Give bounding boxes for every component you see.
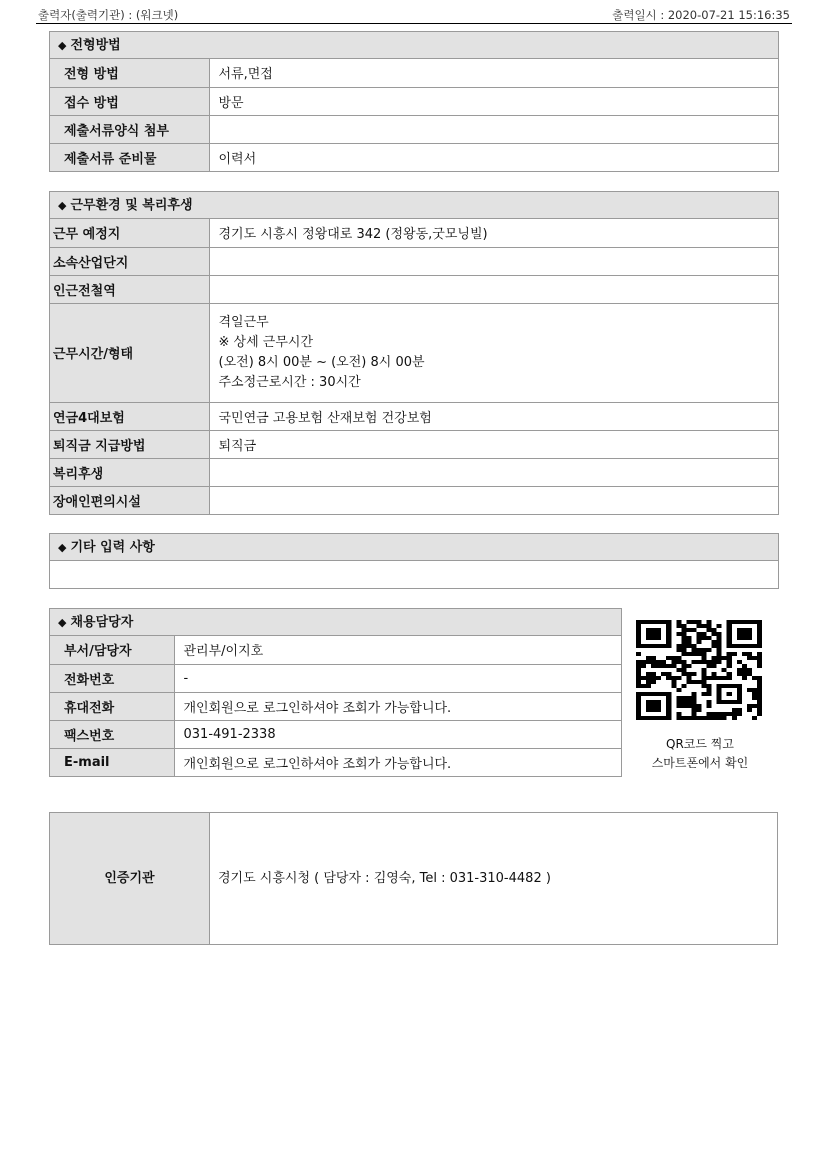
row-label: 접수 방법 (50, 87, 209, 115)
industrial-complex-label: 소속산업단지 (50, 247, 209, 275)
row-label: 전형 방법 (50, 59, 209, 87)
contact-value: - (174, 664, 621, 692)
row-label: 제출서류 준비물 (50, 143, 209, 171)
insurance-label: 연금4대보험 (50, 402, 209, 430)
qr-code-icon (636, 620, 762, 720)
qr-caption-line: QR코드 찍고 (666, 737, 734, 751)
section-header (50, 32, 778, 59)
workplace-value: 경기도 시흥시 정왕대로 342 (정왕동,굿모닝빌) (209, 219, 778, 247)
work-hours-label: 근무시간/형태 (50, 303, 209, 402)
diamond-icon: ◆ (58, 541, 67, 554)
section-header (50, 534, 778, 561)
row-value: 방문 (209, 87, 778, 115)
certification-label: 인증기관 (50, 813, 210, 944)
section-title: 전형방법 (70, 38, 121, 53)
contact-label: E-mail (50, 748, 174, 776)
etc-section (49, 533, 779, 589)
section-title: 채용담당자 (70, 615, 134, 630)
recruiter-section (49, 608, 622, 777)
print-header (36, 4, 792, 24)
nearby-station-label: 인근전철역 (50, 275, 209, 303)
disabled-facilities-value (209, 486, 778, 514)
print-datetime: 출력일시 : 2020-07-21 15:16:35 (612, 8, 790, 22)
contact-value: 개인회원으로 로그인하셔야 조회가 가능합니다. (174, 748, 621, 776)
disabled-facilities-label: 장애인편의시설 (50, 486, 209, 514)
work-hours-line: (오전) 8시 00분 ~ (오전) 8시 00분 (218, 354, 425, 370)
severance-label: 퇴직금 지급방법 (50, 430, 209, 458)
printer-info: 출력자(출력기관) : (워크넷) (38, 8, 179, 22)
workplace-label: 근무 예정지 (50, 219, 209, 247)
industrial-complex-value (209, 247, 778, 275)
contact-value: 관리부/이지호 (174, 636, 621, 664)
work-hours-value (209, 303, 778, 402)
selection-method-section (49, 31, 779, 172)
diamond-icon: ◆ (58, 39, 67, 52)
work-hours-line: 격일근무 (218, 314, 269, 330)
work-environment-section (49, 191, 779, 515)
diamond-icon: ◆ (58, 199, 67, 212)
contact-label: 전화번호 (50, 664, 174, 692)
nearby-station-value (209, 275, 778, 303)
work-hours-line: ※ 상세 근무시간 (218, 334, 314, 350)
contact-label: 팩스번호 (50, 720, 174, 748)
severance-value: 퇴직금 (209, 430, 778, 458)
section-header (50, 192, 778, 219)
contact-label: 부서/담당자 (50, 636, 174, 664)
contact-value: 031-491-2338 (174, 720, 621, 748)
section-title: 기타 입력 사항 (70, 540, 155, 555)
certification-box (49, 812, 778, 945)
section-title: 근무환경 및 복리후생 (70, 198, 193, 213)
row-value: 서류,면접 (209, 59, 778, 87)
work-hours-line: 주소정근로시간 : 30시간 (218, 374, 361, 390)
qr-caption (630, 735, 770, 773)
contact-label: 휴대전화 (50, 692, 174, 720)
welfare-value (209, 458, 778, 486)
section-header (50, 609, 621, 636)
diamond-icon: ◆ (58, 616, 67, 629)
certification-value: 경기도 시흥시청 ( 담당자 : 김영숙, Tel : 031-310-4482 ) (218, 871, 551, 886)
qr-caption-line: 스마트폰에서 확인 (651, 756, 749, 770)
welfare-label: 복리후생 (50, 458, 209, 486)
contact-value: 개인회원으로 로그인하셔야 조회가 가능합니다. (174, 692, 621, 720)
row-value: 이력서 (209, 143, 778, 171)
row-label: 제출서류양식 첨부 (50, 115, 209, 143)
row-value (209, 115, 778, 143)
etc-value (50, 561, 778, 588)
insurance-value: 국민연금 고용보험 산재보험 건강보험 (209, 402, 778, 430)
